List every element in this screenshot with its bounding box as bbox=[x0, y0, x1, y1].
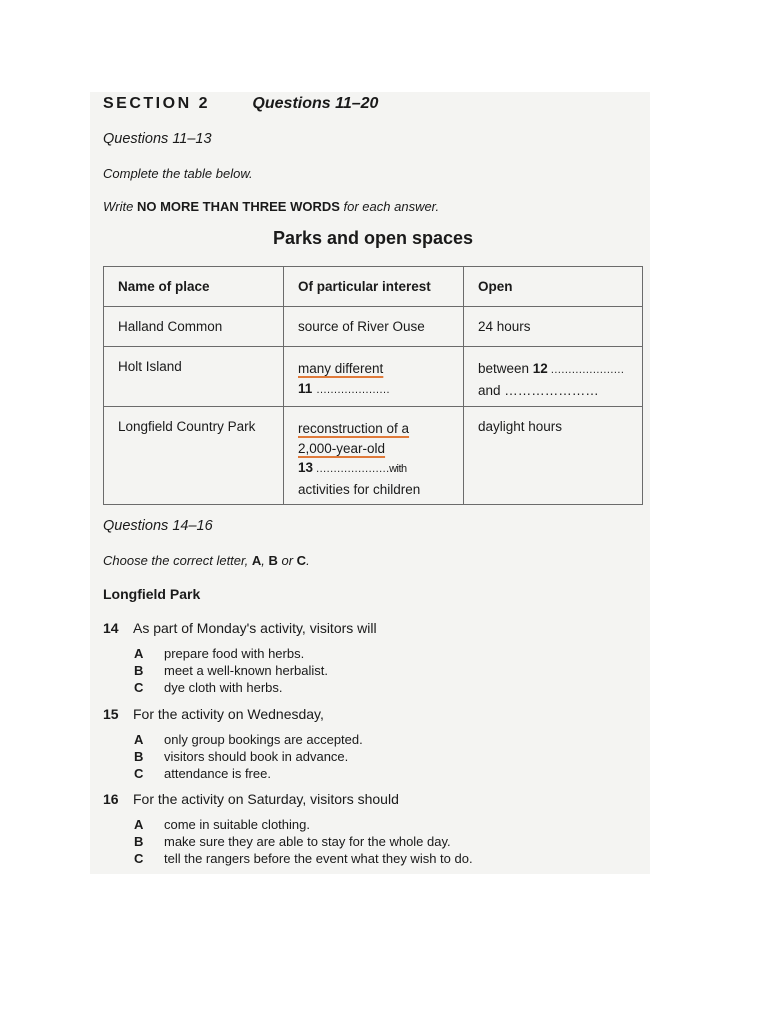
option-a[interactable]: A come in suitable clothing. bbox=[134, 817, 310, 832]
question-16: 16 For the activity on Saturday, visitors should bbox=[103, 791, 399, 807]
cell-place: Longfield Country Park bbox=[104, 407, 284, 505]
table-title: Parks and open spaces bbox=[272, 228, 474, 248]
option-c[interactable]: C tell the rangers before the event what they wish to do. bbox=[134, 851, 473, 866]
cell-interest bbox=[284, 407, 464, 505]
parks-table bbox=[103, 266, 643, 505]
cell-interest: source of River Ouse bbox=[284, 307, 464, 347]
table-row bbox=[104, 407, 643, 505]
option-b[interactable]: B visitors should book in advance. bbox=[134, 749, 349, 764]
table-header-row bbox=[104, 267, 643, 307]
header-open: Open bbox=[464, 267, 643, 307]
section-questions-range: Questions 11–20 bbox=[252, 95, 379, 112]
option-a[interactable]: A only group bookings are accepted. bbox=[134, 732, 363, 747]
answer-blank-13[interactable]: 13 …………………with bbox=[298, 460, 407, 475]
cell-open bbox=[464, 347, 643, 407]
question-16-options bbox=[134, 816, 473, 867]
table-instruction: Complete the table below. bbox=[103, 166, 253, 181]
cell-place: Halland Common bbox=[104, 307, 284, 347]
answer-blank-12-and[interactable]: and ………………… bbox=[478, 382, 599, 398]
table-row bbox=[104, 307, 643, 347]
header-of-particular-interest: Of particular interest bbox=[284, 267, 464, 307]
question-15: 15 For the activity on Wednesday, bbox=[103, 706, 324, 722]
cell-place: Holt Island bbox=[104, 347, 284, 407]
questions-14-16-heading: Questions 14–16 bbox=[103, 518, 213, 534]
answer-blank-11[interactable]: 11 ………………… bbox=[298, 380, 390, 396]
question-15-options bbox=[134, 731, 363, 782]
section-header bbox=[103, 95, 378, 113]
longfield-park-subheading: Longfield Park bbox=[103, 586, 201, 602]
option-c[interactable]: C dye cloth with herbs. bbox=[134, 680, 283, 695]
cell-open: daylight hours bbox=[464, 407, 643, 505]
option-c[interactable]: C attendance is free. bbox=[134, 766, 271, 781]
option-a[interactable]: A prepare food with herbs. bbox=[134, 646, 305, 661]
cell-open: 24 hours bbox=[464, 307, 643, 347]
interest-text: reconstruction of a bbox=[298, 421, 410, 436]
section-label: SECTION 2 bbox=[103, 95, 210, 112]
choose-letter-instruction: Choose the correct letter, A, B or C. bbox=[103, 553, 310, 568]
interest-text: many different bbox=[298, 361, 384, 376]
interest-text: 2,000-year-old bbox=[298, 440, 386, 456]
header-name-of-place: Name of place bbox=[104, 267, 284, 307]
option-b[interactable]: B make sure they are able to stay for the whole day. bbox=[134, 834, 451, 849]
interest-text: activities for children bbox=[298, 481, 421, 497]
question-14: 14 As part of Monday's activity, visitors will bbox=[103, 620, 377, 636]
question-14-options bbox=[134, 645, 328, 696]
cell-interest bbox=[284, 347, 464, 407]
word-limit-instruction: Write NO MORE THAN THREE WORDS for each answer. bbox=[103, 199, 440, 214]
option-b[interactable]: B meet a well-known herbalist. bbox=[134, 663, 329, 678]
answer-blank-12[interactable]: between 12 ………………… bbox=[478, 361, 624, 376]
questions-11-13-heading: Questions 11–13 bbox=[103, 131, 212, 147]
table-row bbox=[104, 347, 643, 407]
